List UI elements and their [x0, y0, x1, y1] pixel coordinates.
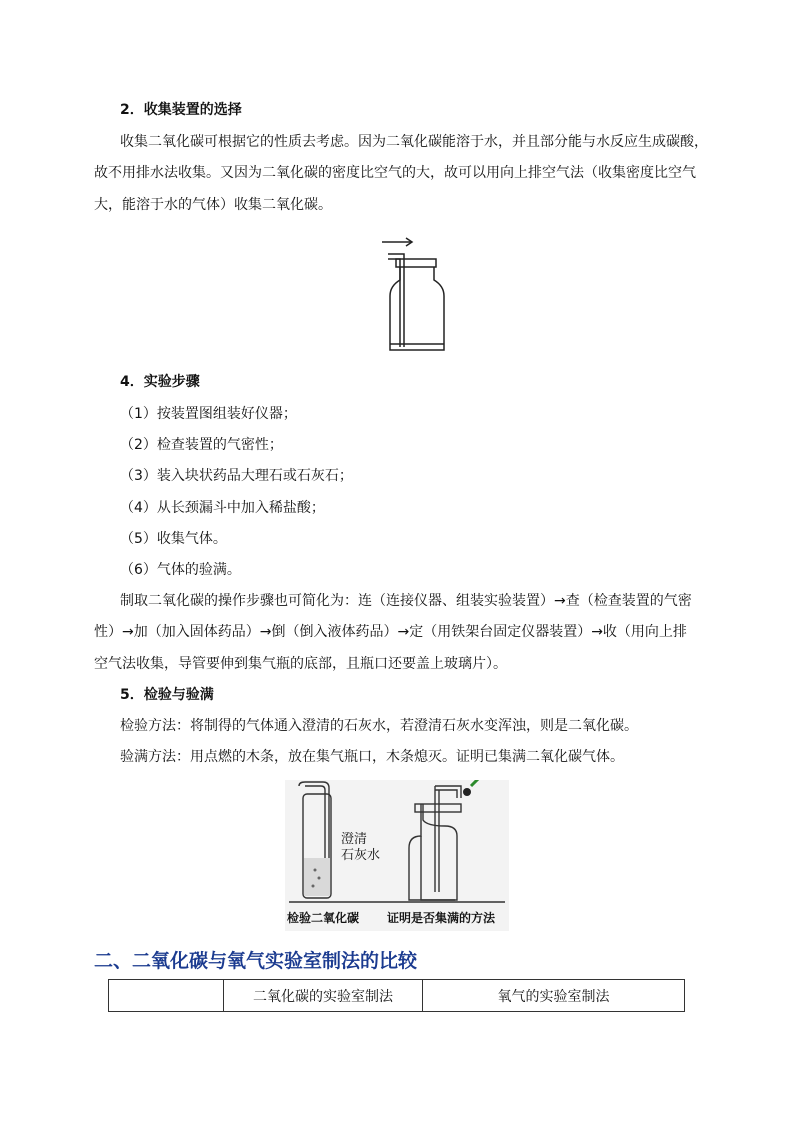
liquid-label-line-1: 澄清: [341, 832, 368, 847]
check-method: 检验方法：将制得的气体通入澄清的石灰水，若澄清石灰水变浑浊，则是二氧化碳。: [120, 718, 638, 734]
step-item: （4）从长颈漏斗中加入稀盐酸；: [120, 500, 325, 516]
paragraph-line: 空气法收集，导管要伸到集气瓶的底部，且瓶口还要盖上玻璃片）。: [94, 656, 507, 672]
full-method: 验满方法：用点燃的木条，放在集气瓶口，木条熄灭。证明已集满二氧化碳气体。: [120, 749, 624, 765]
step-item: （5）收集气体。: [120, 531, 227, 547]
section-two-title: 二、二氧化碳与氧气实验室制法的比较: [94, 950, 418, 972]
step-item: （1）按装置图组装好仪器；: [120, 406, 297, 422]
paragraph-line: 收集二氧化碳可根据它的性质去考虑。因为二氧化碳能溶于水，并且部分能与水反应生成碳酸，: [120, 134, 708, 150]
caption-left: 检验二氧化碳: [287, 911, 360, 925]
gas-collection-bottle-figure: [376, 232, 446, 356]
co2-test-figure: [285, 780, 509, 931]
comparison-table: [108, 979, 685, 1012]
apparatus-drawing: [285, 780, 509, 931]
paragraph-line: 故不用排水法收集。又因为二氧化碳的密度比空气的大，故可以用向上排空气法（收集密度比空气: [94, 165, 696, 181]
step-item: （2）检查装置的气密性；: [120, 437, 283, 453]
table-header-cell: 氧气的实验室制法: [423, 980, 685, 1012]
section-heading-collect: 2．收集装置的选择: [120, 102, 242, 118]
paragraph-line: 制取二氧化碳的操作步骤也可简化为：连（连接仪器、组装实验装置）→查（检查装置的气密: [120, 593, 692, 609]
paragraph-line: 大，能溶于水的气体）收集二氧化碳。: [94, 197, 332, 213]
section-heading-test: 5．检验与验满: [120, 687, 214, 703]
table-header-cell: [109, 980, 224, 1012]
section-heading-steps: 4．实验步骤: [120, 374, 200, 390]
paragraph-line: 性）→加（加入固体药品）→倒（倒入液体药品）→定（用铁架台固定仪器装置）→收（用向上排: [94, 624, 687, 640]
step-item: （3）装入块状药品大理石或石灰石；: [120, 468, 353, 484]
step-item: （6）气体的验满。: [120, 562, 241, 578]
table-row: [109, 980, 685, 1012]
caption-right: 证明是否集满的方法: [387, 911, 496, 925]
liquid-label-line-2: 石灰水: [341, 848, 381, 863]
table-header-cell: 二氧化碳的实验室制法: [224, 980, 423, 1012]
